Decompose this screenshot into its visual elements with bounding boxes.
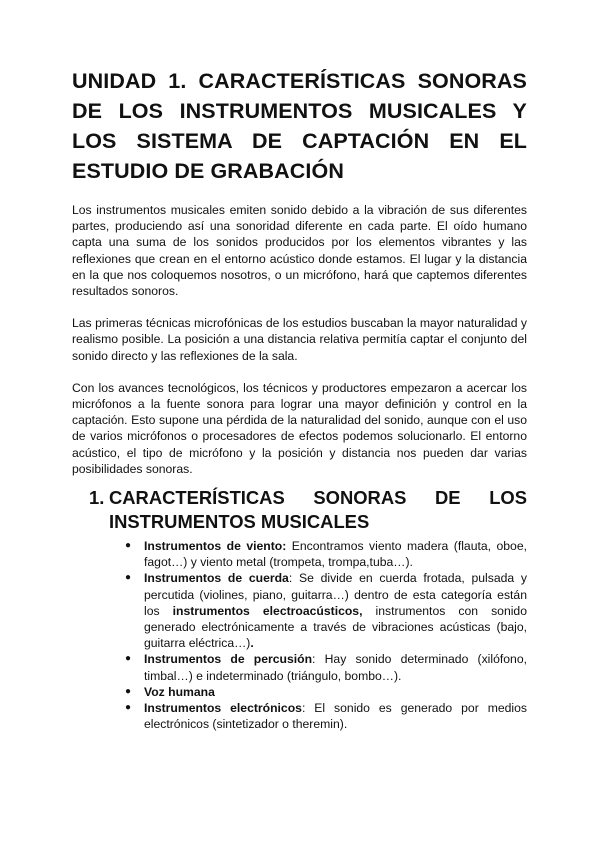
bullet-icon: ● [125,572,132,584]
bullet-icon: ● [125,702,132,714]
list-item [125,651,527,683]
section-title-word: LOS [489,487,527,508]
bullet-icon: ● [125,685,132,697]
item-description: : Hay sonido determinado (xilófono, timbal…) e indeterminado (triángulo, bombo…). [144,652,527,683]
item-term: Instrumentos electrónicos [144,701,302,716]
item-description: : Se divide en cuerda frotada, pulsada y percutida (violines, piano, guitarra…) dentro de esta categoría están los [144,571,527,618]
section-title-word: SONORAS [313,487,407,508]
item-term: Instrumentos de viento: [144,539,287,553]
list-item [125,684,527,700]
bullet-icon: ● [125,653,132,665]
paragraph-early-techniques: Las primeras técnicas microfónicas de los estudios buscaban la mayor naturalidad y realismo posible. La posición a una distancia relativa permitía captar el conjunto del sonido directo y las reflexiones de la sala. [72,316,527,363]
section-1 [89,486,528,732]
section-heading [89,486,527,533]
item-description-secondary: instrumentos con sonido generado electrónicamente a través de vibraciones acústicas (bajo, guitarra eléctrica…) [144,603,527,651]
paragraph-intro: Los instrumentos musicales emiten sonido debido a la vibración de sus diferentes partes, produciendo así una sonoridad diferente en cada parte. El oído humano capta una suma de los sonidos producidos por los elementos vibrantes y las reflexiones que crean en el entorno acústico donde estamos. El lugar y la distancia en la que nos coloquemos nosotros, o un micrófono, hará que captemos diferentes resultados sonoros. [72,203,527,299]
item-term: Instrumentos de cuerda [144,571,289,586]
list-item [125,538,528,570]
item-description: : El sonido es generado por medios electrónicos (sintetizador o theremin). [144,701,527,732]
item-term: Instrumentos de percusión [144,652,313,667]
section-title-text [109,486,527,533]
instrument-list [125,538,528,732]
paragraph-technological-advances: Con los avances tecnológicos, los técnicos y productores empezaron a acercar los micrófonos a la fuente sonora para lograr una mayor definición y control en la captación. Esto supone una pérdida de la naturalidad del sonido, aunque con el uso de varios micrófonos o procesadores de efectos podemos solucionarlo. El entorno acústico, el tipo de micrófono y la posición y distancia nos pueden dar varias posibilidades sonoras. [72,380,527,476]
list-item [125,700,527,732]
section-title-word: DE [435,487,461,508]
section-title-line-2: INSTRUMENTOS MUSICALES [109,510,370,532]
section-title-line-1 [109,486,527,510]
section-title-word: CARACTERÍSTICAS [109,487,285,508]
list-item [125,570,527,651]
document-page [72,66,527,477]
item-description: Encontramos viento madera (flauta, oboe, fagot…) y viento metal (trompeta, trompa,tuba…). [144,539,528,570]
section-number: 1. [89,487,105,508]
item-period: . [250,636,254,651]
item-term-secondary: instrumentos electroacústicos, [172,603,363,618]
item-term: Voz humana [144,684,215,699]
bullet-icon: ● [125,540,132,551]
document-title: UNIDAD 1. CARACTERÍSTICAS SONORAS DE LOS INSTRUMENTOS MUSICALES Y LOS SISTEMA DE CAPTACIÓN EN EL ESTUDIO DE GRABACIÓN [72,69,527,183]
